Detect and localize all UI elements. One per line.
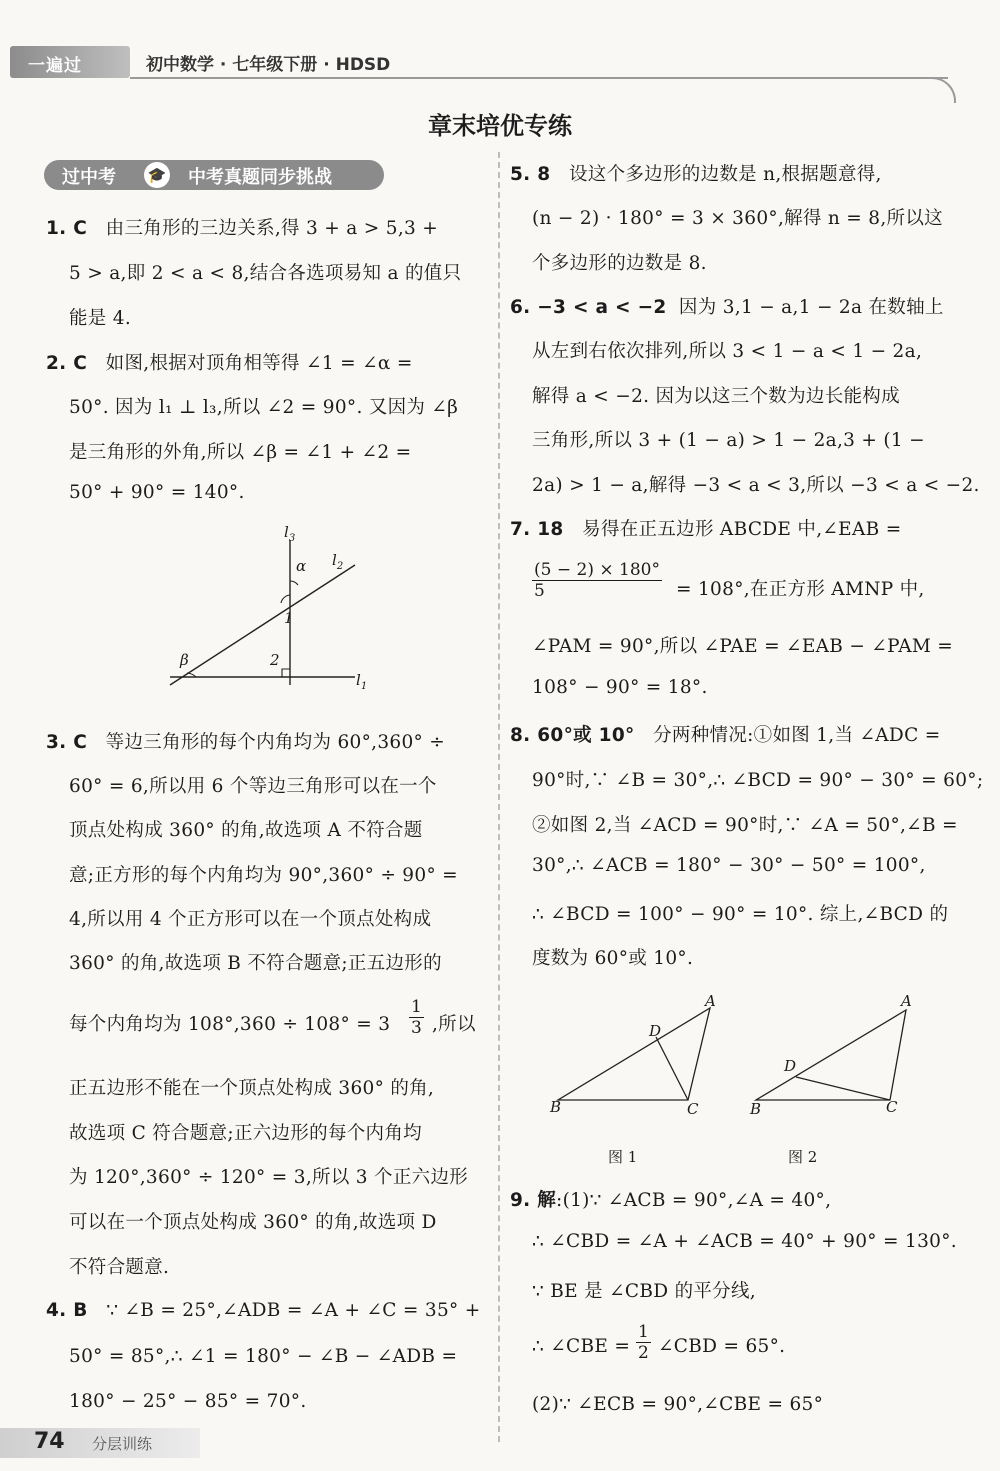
q8-line-5: ∴ ∠BCD = 100° − 90° = 10°. 综上,∠BCD 的 <box>532 904 949 925</box>
q3-line-10: 为 120°,360° ÷ 120° = 3,所以 3 个正六边形 <box>69 1167 469 1188</box>
fig2-caption: 图 2 <box>788 1148 818 1166</box>
q6-line-5: 2a) > 1 − a,解得 −3 < a < 3,所以 −3 < a < −2. <box>532 475 980 496</box>
q9-line-4a: ∴ ∠CBE = <box>532 1336 631 1357</box>
fig1-label-A: A <box>705 992 716 1010</box>
brand-logo: 一遍过 <box>28 56 82 76</box>
q3-line-7: 每个内角均为 108°,360 ÷ 108° = 3 <box>69 1014 391 1035</box>
segment-cd-1 <box>656 1037 688 1100</box>
q5-text-1: 设这个多边形的边数是 n,根据题意得, <box>568 164 882 185</box>
q4-text-1: ∵ ∠B = 25°,∠ADB = ∠A + ∠C = 35° + <box>106 1300 481 1321</box>
fig1-label-C: C <box>687 1100 699 1118</box>
q2-figure <box>160 525 380 695</box>
q8-line-6: 度数为 60°或 10°. <box>532 948 694 969</box>
q9-line-3: ∵ BE 是 ∠CBD 的平分线, <box>532 1281 756 1302</box>
q9-fraction <box>636 1322 651 1363</box>
q9-fraction-numerator: 1 <box>638 1322 649 1342</box>
q3-fraction <box>409 997 424 1038</box>
q5-line-1 <box>510 160 882 186</box>
q1-text-1: 由三角形的三边关系,得 3 + a > 5,3 + <box>105 218 439 239</box>
q3-line-11: 可以在一个顶点处构成 360° 的角,故选项 D <box>69 1212 437 1233</box>
q6-text-1: 因为 3,1 − a,1 − 2a 在数轴上 <box>678 297 944 318</box>
q3-line-6: 360° 的角,故选项 B 不符合题意;正五边形的 <box>69 953 442 974</box>
right-angle-mark <box>282 669 290 677</box>
q3-line-3: 顶点处构成 360° 的角,故选项 A 不符合题 <box>69 820 423 841</box>
label-alpha: α <box>296 557 307 575</box>
q9-text-1: :(1)∵ ∠ACB = 90°,∠A = 40°, <box>556 1190 832 1211</box>
label-l1: $l_1$ <box>356 671 368 692</box>
q8-line-1 <box>510 721 941 747</box>
q9-line-4b: ∠CBD = 65°. <box>658 1336 786 1357</box>
q3-line-4: 意;正方形的每个内角均为 90°,360° ÷ 90° = <box>69 865 458 886</box>
q9-line-2: ∴ ∠CBD = ∠A + ∠ACB = 40° + 90° = 130°. <box>532 1231 957 1252</box>
page-number: 74 <box>34 1429 65 1454</box>
q1-number: 1. C <box>46 218 88 239</box>
q7-line-2: = 108°,在正方形 AMNP 中, <box>676 579 925 600</box>
q7-line-3: ∠PAM = 90°,所以 ∠PAE = ∠EAB − ∠PAM = <box>532 636 954 657</box>
q5-line-2: (n − 2) · 180° = 3 × 360°,解得 n = 8,所以这 <box>532 208 943 229</box>
q3-line-8: 正五边形不能在一个顶点处构成 360° 的角, <box>69 1078 435 1099</box>
q5-line-3: 个多边形的边数是 8. <box>532 253 707 274</box>
q2-line-1 <box>46 349 413 375</box>
q1-line-2: 5 > a,即 2 < a < 8,结合各选项易知 a 的值只 <box>69 263 462 284</box>
q2-line-2: 50°. 因为 l₁ ⊥ l₃,所以 ∠2 = 90°. 又因为 ∠β <box>69 397 459 418</box>
q3-line-12: 不符合题意. <box>69 1257 170 1278</box>
segment-cd-2 <box>796 1077 890 1100</box>
q7-number: 7. 18 <box>510 519 564 540</box>
q3-number: 3. C <box>46 732 88 753</box>
book-title: 初中数学 · 七年级下册 · HDSD <box>146 55 391 75</box>
q9-number: 9. 解 <box>510 1190 557 1211</box>
graduation-cap-icon: 🎓 <box>144 162 170 188</box>
triangle-abc-2 <box>756 1010 906 1100</box>
page-title: 章末培优专练 <box>428 112 572 140</box>
q3-line-5: 4,所以用 4 个正方形可以在一个顶点处构成 <box>69 909 432 930</box>
q6-line-2: 从左到右依次排列,所以 3 < 1 − a < 1 − 2a, <box>532 341 923 362</box>
fraction-denominator: 3 <box>411 1018 422 1038</box>
footer-label: 分层训练 <box>92 1435 153 1453</box>
fig2-label-D: D <box>784 1057 797 1075</box>
fig1-label-B: B <box>550 1098 562 1116</box>
fig1-caption: 图 1 <box>608 1148 638 1166</box>
q2-line-3: 是三角形的外角,所以 ∠β = ∠1 + ∠2 = <box>69 442 412 463</box>
q6-line-4: 三角形,所以 3 + (1 − a) > 1 − 2a,3 + (1 − <box>532 430 925 451</box>
label-angle-1: 1 <box>284 609 294 627</box>
fig2-label-B: B <box>750 1100 762 1118</box>
angle-alpha-arc <box>290 581 298 585</box>
q5-number: 5. 8 <box>510 164 551 185</box>
q3-line-1 <box>46 728 445 754</box>
q3-line-9: 故选项 C 符合题意;正六边形的每个内角均 <box>69 1123 422 1144</box>
column-divider <box>498 152 500 1442</box>
q9-fraction-denominator: 2 <box>638 1343 649 1363</box>
fig2-label-C: C <box>886 1098 898 1116</box>
q6-number: 6. −3 < a < −2 <box>510 297 667 318</box>
fig1-label-D: D <box>649 1022 662 1040</box>
q3-text-1: 等边三角形的每个内角均为 60°,360° ÷ <box>105 732 446 753</box>
label-angle-2: 2 <box>270 651 280 669</box>
q3-line-7-tail: ,所以 <box>432 1014 476 1035</box>
q1-line-1 <box>46 214 438 240</box>
line-l2 <box>170 565 355 685</box>
fraction-numerator: 1 <box>411 997 422 1017</box>
q2-text-1: 如图,根据对顶角相等得 ∠1 = ∠α = <box>105 353 413 374</box>
q4-line-2: 50° = 85°,∴ ∠1 = 180° − ∠B − ∠ADB = <box>69 1346 458 1367</box>
fig2-label-A: A <box>901 992 912 1010</box>
q7-line-4: 108° − 90° = 18°. <box>532 677 708 698</box>
section-label-left: 过中考 <box>62 167 116 188</box>
q2-number: 2. C <box>46 353 88 374</box>
triangle-abc-1 <box>558 1008 710 1100</box>
header-corner <box>930 77 956 103</box>
q4-line-1 <box>46 1300 481 1321</box>
q7-line-1 <box>510 515 902 541</box>
q7-fraction <box>532 560 662 601</box>
q8-line-3: ②如图 2,当 ∠ACD = 90°时,∵ ∠A = 50°,∠B = <box>532 815 958 836</box>
q7-text-1: 易得在正五边形 ABCDE 中,∠EAB = <box>582 519 902 540</box>
q9-line-5: (2)∵ ∠ECB = 90°,∠CBE = 65° <box>532 1394 824 1415</box>
q4-number: 4. B <box>46 1300 88 1321</box>
q8-line-2: 90°时,∵ ∠B = 30°,∴ ∠BCD = 90° − 30° = 60°; <box>532 770 984 791</box>
q8-figure-2 <box>748 990 928 1118</box>
header-rule <box>130 77 948 79</box>
q8-number: 8. 60°或 10° <box>510 725 635 746</box>
q6-line-3: 解得 a < −2. 因为以这三个数为边长能构成 <box>532 386 900 407</box>
angle-1-arc <box>281 595 290 603</box>
label-l2: $l_2$ <box>332 551 344 572</box>
q2-line-4: 50° + 90° = 140°. <box>69 482 245 503</box>
q7-fraction-numerator: (5 − 2) × 180° <box>534 560 660 580</box>
section-label-right: 中考真题同步挑战 <box>188 167 332 188</box>
q1-line-3: 能是 4. <box>69 308 132 329</box>
q9-line-1 <box>510 1186 831 1212</box>
label-beta: β <box>180 651 189 669</box>
q7-fraction-denominator: 5 <box>534 581 545 601</box>
q8-line-4: 30°,∴ ∠ACB = 180° − 30° − 50° = 100°, <box>532 855 926 876</box>
q8-figure-1 <box>548 990 728 1118</box>
label-l3: $l_3$ <box>284 523 296 544</box>
q3-line-2: 60° = 6,所以用 6 个等边三角形可以在一个 <box>69 776 437 797</box>
q8-text-1: 分两种情况:①如图 1,当 ∠ADC = <box>653 725 941 746</box>
q6-line-1 <box>510 293 944 319</box>
q4-line-3: 180° − 25° − 85° = 70°. <box>69 1391 307 1412</box>
